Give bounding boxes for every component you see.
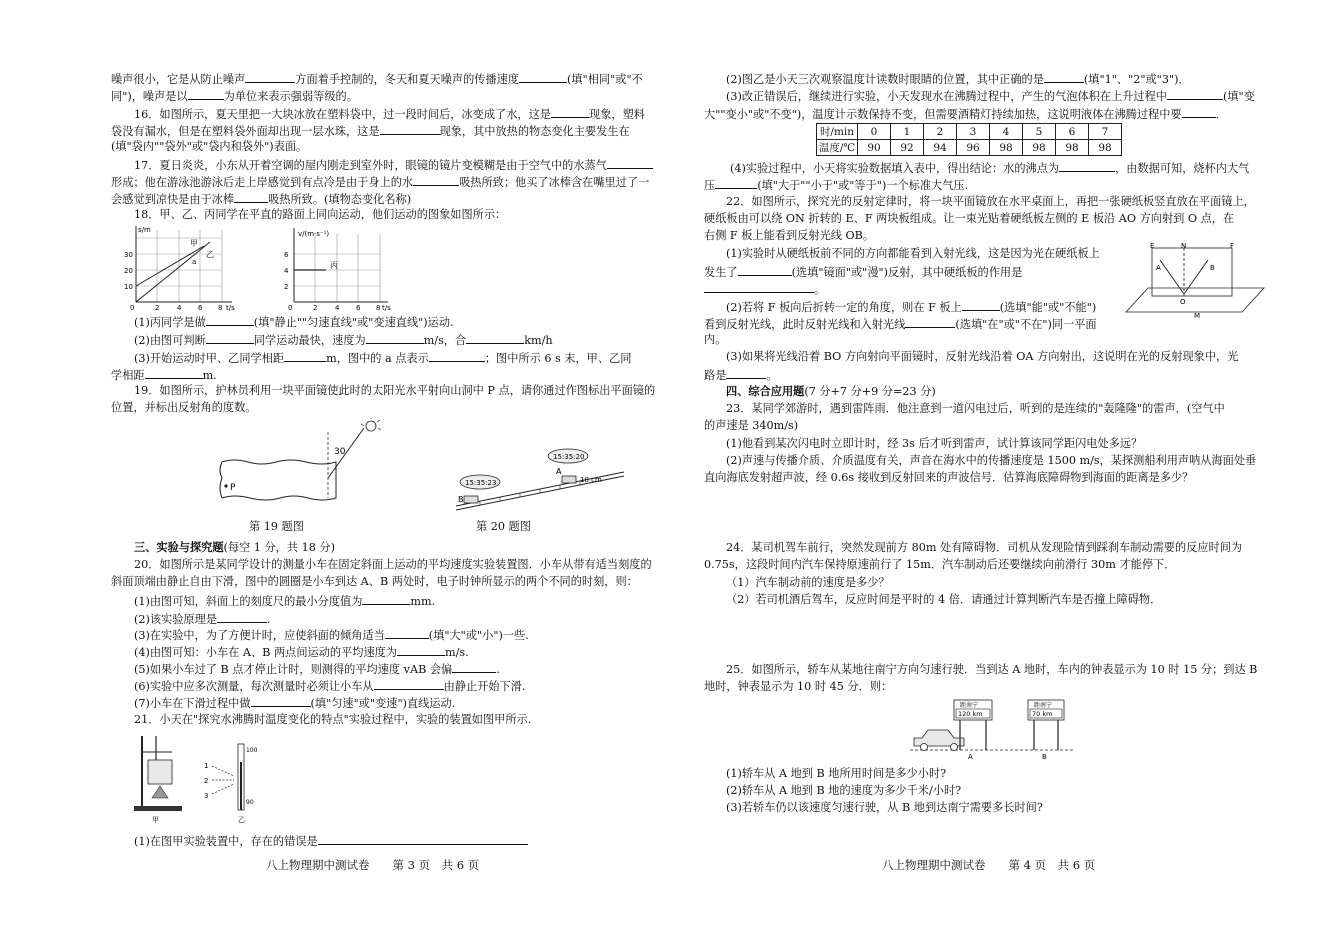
section3-title xyxy=(134,540,335,555)
q21-sub1 xyxy=(134,833,528,849)
origin: 0 xyxy=(288,304,293,312)
q16-line3 xyxy=(111,140,307,154)
ylabel: v/(m·s⁻¹) xyxy=(298,230,330,238)
sign-a-distance: 120 km xyxy=(958,710,983,718)
eye-3: 3 xyxy=(204,792,209,800)
label-jia: 甲 xyxy=(190,239,198,248)
text: (7 分+7 分+9 分=23 分) xyxy=(804,385,936,398)
label-a: A xyxy=(968,753,973,761)
xtick: 6 xyxy=(198,304,203,312)
text: 三、实验与探究题 xyxy=(134,540,224,554)
scale-bottom: 90 xyxy=(246,799,254,806)
xtick: 6 xyxy=(356,304,361,312)
text: 四、综合应用题 xyxy=(726,384,805,398)
q21-sub3 xyxy=(726,88,1255,104)
sign-b-title: 距南宁 xyxy=(1034,702,1053,709)
text: 袋没有漏水，但是在塑料袋外面却出现一层水珠，这是 xyxy=(111,125,380,138)
q20-sub2 xyxy=(134,611,271,627)
answer-blank[interactable] xyxy=(188,88,224,100)
text: 同")，噪声是以 xyxy=(111,90,188,103)
beaker xyxy=(148,760,172,784)
label-m: M xyxy=(1194,312,1201,320)
answer-blank[interactable] xyxy=(1059,160,1115,172)
eye-1: 1 xyxy=(204,762,209,770)
text: (1)由图可知，斜面上的刻度尺的最小分度值为 xyxy=(134,595,363,608)
q23-sub1 xyxy=(726,437,1142,451)
text: 会感觉到凉快是由于冰棒 xyxy=(111,193,235,206)
text: 形成；他在游泳池游泳后走上岸感觉到有点冷是由于身上的水 xyxy=(111,176,414,189)
answer-blank[interactable] xyxy=(738,264,792,276)
text: (2)图乙是小天三次观察温度计读数时眼睛的位置，其中正确的是 xyxy=(726,73,1044,86)
q20-sub1 xyxy=(134,593,435,609)
text: (3)在实验中，为了方便计时，应使斜面的倾角适当 xyxy=(134,629,385,642)
q22-line2 xyxy=(704,212,1234,226)
text: （1）汽车制动前的速度是多少？ xyxy=(726,576,890,589)
text: (3)若轿车仍以该速度匀速行驶，从 B 地到达南宁需要多长时间? xyxy=(726,801,1043,814)
text: 16．如图所示，夏天里把一大块冰放在塑料袋中，过一段时间后，冰变成了水，这是 xyxy=(134,108,551,121)
q21-sub4-cont xyxy=(704,177,968,193)
text: 17．夏日炎炎，小东从开着空调的屋内刚走到室外时，眼镜的镜片变模糊是由于空气中的水蒸气 xyxy=(134,159,607,172)
q18-sub2 xyxy=(134,332,553,348)
ytick: 4 xyxy=(284,267,289,275)
text: (3)如果将光线沿着 BO 方向射向平面镜时，反射光线沿着 OA 方向射出，这说明在光的反射现象中，光 xyxy=(726,350,1239,363)
cell: 98 xyxy=(1089,140,1122,156)
text: 22．如图所示，探究光的反射定律时，将一块平面镜放在水平桌面上，再把一张硬纸板竖直放在平面镜上， xyxy=(726,195,1255,208)
text: (填"相同"或"不 xyxy=(567,73,643,86)
q22-sub3 xyxy=(726,350,1238,364)
answer-blank[interactable] xyxy=(206,314,254,326)
text: (4)实验过程中，小天将实验数据填入表中，得出结论：水的沸点为 xyxy=(730,162,1060,175)
text: 方面着手控制的，冬天和夏天噪声的传播速度 xyxy=(295,73,520,86)
text: (3)开始运动时甲、乙同学相距 xyxy=(134,352,285,365)
scale-unit: 10 cm xyxy=(580,476,602,484)
answer-blank[interactable] xyxy=(551,106,589,118)
text: 大""变小"或"不变")，温度计示数保持不变，但需要酒精灯持续加热，这说明液体在沸腾过程中要 xyxy=(704,108,1182,121)
label-p: P xyxy=(230,483,236,493)
q25-sub3 xyxy=(726,801,1043,815)
q21-line1 xyxy=(134,713,531,727)
q22-line1 xyxy=(726,195,1255,209)
xtick: 8 xyxy=(376,304,381,312)
q20-sub6 xyxy=(134,678,525,694)
sign-a xyxy=(954,700,992,750)
text: 。 xyxy=(766,369,778,382)
q23-line2 xyxy=(704,419,798,433)
q21-sub2 xyxy=(726,71,1190,87)
label-a: A xyxy=(1156,264,1161,272)
text: (每空 1 分，共 18 分) xyxy=(223,541,335,554)
answer-blank[interactable] xyxy=(217,611,267,623)
text: 吸热所致；他买了冰棒含在嘴里过了一 xyxy=(459,176,650,189)
temp-row xyxy=(817,140,1122,156)
text: (填"静止""匀速直线"或"变速直线")运动. xyxy=(253,316,454,329)
text: 同学运动最快，速度为 xyxy=(253,334,366,347)
text: m/s. xyxy=(445,646,469,659)
text: (3)改正错误后，继续进行实验，小天发现水在沸腾过程中，产生的气泡体积在上升过程中 xyxy=(726,90,1167,103)
text: 硬纸板由可以绕 ON 折转的 E、F 两块板组成。让一束光贴着硬纸板左侧的 E 板沿 AO 方向射到 O 点，在 xyxy=(704,212,1235,225)
section4-title xyxy=(726,384,936,399)
answer-blank[interactable] xyxy=(362,593,410,605)
text: 右侧 F 板上能看到反射光线 OB。 xyxy=(704,229,875,242)
q18-sub3-cont xyxy=(111,367,217,383)
label-bing: 丙 xyxy=(330,261,338,270)
angle-label: 30 xyxy=(334,447,346,457)
fig20-incline-figure xyxy=(450,444,630,514)
answer-blank[interactable] xyxy=(145,367,203,379)
answer-blank[interactable] xyxy=(1167,88,1223,100)
text: ，由数据可知，烧杯内大气 xyxy=(1115,162,1250,175)
right-page xyxy=(662,0,1323,936)
text: (选填"在"或"不在")同一平面 xyxy=(955,318,1097,331)
ytick: 30 xyxy=(124,251,133,259)
page-footer: 八上物理期中测试卷 第 4 页 共 6 页 xyxy=(882,858,1096,872)
xtick: 8 xyxy=(218,304,223,312)
text: (1)轿车从 A 地到 B 地所用时间是多少小时? xyxy=(726,767,947,780)
answer-blank[interactable] xyxy=(726,367,766,379)
label-b: B xyxy=(1210,264,1215,272)
cell: 0 xyxy=(858,124,891,140)
answer-blank[interactable] xyxy=(704,281,814,293)
temperature-table xyxy=(816,123,1122,156)
text: (2)若将 F 板向后折转一定的角度，则在 F 板上 xyxy=(726,301,962,314)
cell: 6 xyxy=(1056,124,1089,140)
text: (填"匀速"或"变速")直线运动. xyxy=(310,697,456,710)
fig20-caption: 第 20 题图 xyxy=(476,520,531,533)
text: (填"大于""小于"或"等于")一个标准大气压. xyxy=(757,179,969,192)
cell: 96 xyxy=(957,140,990,156)
q16-line1 xyxy=(134,106,645,122)
text: 24．某司机驾车前行，突然发现前方 80m 处有障碍物．司机从发现险情到踩刹车制动需要的反应时间为 xyxy=(726,541,1243,554)
answer-blank[interactable] xyxy=(413,174,459,186)
incident-ray xyxy=(1160,260,1184,294)
answer-blank[interactable] xyxy=(284,350,326,362)
sign-a-title: 距南宁 xyxy=(960,702,979,709)
text: mm. xyxy=(410,595,436,608)
text: (7)小车在下滑过程中做 xyxy=(134,697,251,710)
q15-line1 xyxy=(111,71,643,87)
alcohol-lamp xyxy=(152,786,168,798)
car-icon xyxy=(914,730,964,751)
answer-blank[interactable] xyxy=(1044,71,1084,83)
cell: 7 xyxy=(1089,124,1122,140)
text: 20．如图所示是某同学设计的测量小车在固定斜面上运动的平均速度实验装置图．小车从带有适当刻度的 xyxy=(134,558,652,571)
q23-sub2 xyxy=(726,454,1256,468)
q16-line2 xyxy=(111,123,630,139)
text: m/s，合 xyxy=(423,334,467,347)
cell: 3 xyxy=(957,124,990,140)
ytick: 10 xyxy=(124,283,133,291)
label-yi: 乙 xyxy=(206,250,214,259)
q25-sub2 xyxy=(726,784,961,798)
answer-blank[interactable] xyxy=(251,695,311,707)
q18-sub1 xyxy=(134,314,454,330)
xlabel: t/s xyxy=(226,304,235,312)
mirror-plane xyxy=(1126,288,1264,312)
text: (填"大"或"小")一些. xyxy=(428,629,529,642)
q22-sub2-cont2 xyxy=(704,333,726,347)
q22-sub1-cont xyxy=(704,264,1022,280)
q22-sub2 xyxy=(726,299,1096,315)
text: 直向海底发射超声波，经 0.6s 接收到反射回来的声波信号．估算海底障碍物到海面的距离是多少？ xyxy=(704,471,1194,484)
fig22-reflection-figure xyxy=(1122,242,1272,322)
text: (2)该实验原理是 xyxy=(134,613,217,626)
text: 学相距 xyxy=(111,369,145,382)
text: 地时，钟表显示为 10 时 45 分．则： xyxy=(704,680,893,693)
text: (1)他看到某次闪电时立即计时，经 3s 后才听到雷声，试计算该同学距闪电处多远？ xyxy=(726,437,1143,450)
text: 现象，塑料 xyxy=(589,108,645,121)
sun-icon xyxy=(361,418,381,431)
point-p xyxy=(224,484,227,487)
car-b xyxy=(464,496,478,503)
text: 21．小天在"探究水沸腾时温度变化的特点"实验过程中，实验的装置如图甲所示. xyxy=(134,713,532,726)
text: 发生了 xyxy=(704,266,738,279)
label-f: F xyxy=(1230,242,1235,250)
q18-st-graph xyxy=(114,224,244,312)
eye-2: 2 xyxy=(204,777,209,785)
cell: 1 xyxy=(891,124,924,140)
text: 现象，其中放热的物态变化主要发生在 xyxy=(439,125,630,138)
line-jia xyxy=(136,242,210,302)
car-a xyxy=(562,476,576,483)
text: 噪声很小，它是从防止噪声 xyxy=(111,73,246,86)
text: 内。 xyxy=(704,333,727,346)
label-jia: 甲 xyxy=(152,816,159,824)
answer-blank[interactable] xyxy=(374,678,444,690)
answer-blank[interactable] xyxy=(318,833,528,845)
time-row xyxy=(817,124,1122,140)
cell: 4 xyxy=(990,124,1023,140)
text: 路是 xyxy=(704,369,727,382)
sign-b-distance: 70 km xyxy=(1032,710,1053,718)
fig19-caption: 第 19 题图 xyxy=(249,520,304,533)
answer-blank[interactable] xyxy=(1182,106,1216,118)
xtick: 2 xyxy=(313,304,318,312)
text: 的声速是 340m/s) xyxy=(704,419,799,432)
line-yi xyxy=(136,246,204,286)
q25-line1 xyxy=(726,663,1257,677)
q17-line2 xyxy=(111,174,649,190)
cell: 98 xyxy=(990,140,1023,156)
text: 压 xyxy=(704,179,716,192)
text: (填"1"、"2"或"3")． xyxy=(1083,73,1190,86)
cell: 94 xyxy=(924,140,957,156)
paper-board xyxy=(1152,248,1232,296)
text: ． xyxy=(1215,108,1227,121)
clock-a-time: 15:35:20 xyxy=(553,453,585,461)
scale-top: 100 xyxy=(246,747,258,754)
answer-blank[interactable] xyxy=(397,644,445,656)
text: 19．如图所示，护林员利用一块平面镜使此时的太阳光水平射向山洞中 P 点，请你通过作图标出平面镜的 xyxy=(134,384,656,397)
label-b: B xyxy=(1042,753,1047,761)
text: (2)由图可判断 xyxy=(134,334,206,347)
answer-blank[interactable] xyxy=(962,299,1000,311)
answer-blank[interactable] xyxy=(905,316,955,328)
q25-sub1 xyxy=(726,767,946,781)
label-e: E xyxy=(1150,242,1155,250)
answer-blank[interactable] xyxy=(452,661,496,673)
text: (6)实验中应多次测量，每次测量时必须让小车从 xyxy=(134,680,374,693)
q15-line2 xyxy=(111,88,358,104)
ytick: 6 xyxy=(284,251,289,259)
q21-sub3-cont xyxy=(704,106,1227,122)
q19-line2 xyxy=(111,401,256,415)
q22-sub1 xyxy=(726,247,1100,261)
text: 23．某同学郊游时，遇到雷阵雨．他注意到一道闪电过后，听到的是连续的"轰隆隆"的雷声．(空气中 xyxy=(726,402,1225,415)
answer-blank[interactable] xyxy=(607,157,653,169)
text: ；图中所示 6 s 末，甲、乙同 xyxy=(484,352,632,365)
text: (选填"镜面"或"漫")反射，其中硬纸板的作用是 xyxy=(791,266,1023,279)
q18-sub3 xyxy=(134,350,631,366)
label-o: O xyxy=(1180,298,1186,306)
q22-sub2-cont xyxy=(704,316,1097,332)
answer-blank[interactable] xyxy=(385,627,429,639)
answer-blank[interactable] xyxy=(234,191,268,203)
xlabel: t/s xyxy=(382,304,391,312)
q20-sub5 xyxy=(134,661,500,677)
q23-sub2-cont xyxy=(704,471,1193,485)
answer-blank[interactable] xyxy=(245,71,295,83)
label-b: B xyxy=(458,495,464,504)
text: 25．如图所示，轿车从某地往南宁方向匀速行驶．当到达 A 地时，车内的钟表显示为 10 时 15 分；到达 B xyxy=(726,663,1258,676)
label-a: A xyxy=(556,467,562,476)
text: 0.75s，这段时间内汽车保持原速前行了 15m．汽车制动后还要继续向前滑行 30m 才能停下． xyxy=(704,558,1176,571)
fig21-boiling-figure xyxy=(128,732,268,824)
q24-sub2 xyxy=(726,593,1161,607)
q24-sub1 xyxy=(726,576,890,590)
text: (选填"能"或"不能") xyxy=(999,301,1097,314)
cell: 98 xyxy=(1056,140,1089,156)
reflected-ray xyxy=(1184,260,1208,294)
text: 。 xyxy=(814,283,826,296)
text: . xyxy=(496,663,500,676)
ytick: 2 xyxy=(284,283,289,291)
stand-base xyxy=(134,806,182,811)
answer-blank[interactable] xyxy=(429,350,485,362)
ylabel: s/m xyxy=(138,226,151,234)
cell: 5 xyxy=(1023,124,1056,140)
answer-blank[interactable] xyxy=(519,71,567,83)
q18-line1 xyxy=(134,208,506,222)
cell: 90 xyxy=(858,140,891,156)
answer-blank[interactable] xyxy=(466,332,524,344)
text: (1)实验时从硬纸板前不同的方向都能看到入射光线，这是因为光在硬纸板上 xyxy=(726,247,1100,260)
label-yi: 乙 xyxy=(238,816,245,824)
q20-sub4 xyxy=(134,644,469,660)
q18-vt-graph xyxy=(276,224,406,312)
text: . xyxy=(266,613,271,626)
text: 18．甲、乙、丙同学在平直的路面上同向运动，他们运动的图象如图所示： xyxy=(134,208,507,221)
text: (4)由图可知：小车在 A、B 两点间运动的平均速度为 xyxy=(134,646,398,659)
q21-sub4 xyxy=(730,160,1249,176)
q20-line2 xyxy=(111,575,638,589)
ytick: 20 xyxy=(124,267,133,275)
text: m. xyxy=(202,369,217,382)
text: 吸热所致。(填物态变化名称) xyxy=(268,193,412,206)
label-n: N xyxy=(1181,242,1187,250)
text: m，图中的 a 点表示 xyxy=(326,352,429,365)
q22-sub3-cont xyxy=(704,367,778,383)
answer-blank[interactable] xyxy=(206,332,254,344)
left-page xyxy=(0,0,661,936)
point-a: a xyxy=(192,258,197,266)
text: (填"变 xyxy=(1222,90,1255,103)
page-footer: 八上物理期中测试卷 第 3 页 共 6 页 xyxy=(266,858,480,872)
text: (2)轿车从 A 地到 B 地的速度为多少千米/小时? xyxy=(726,784,962,797)
text: 由静止开始下滑. xyxy=(443,680,526,693)
answer-blank[interactable] xyxy=(715,177,757,189)
q17-line1 xyxy=(134,157,653,173)
sign-b xyxy=(1028,700,1064,750)
fig19-cave-figure xyxy=(214,418,394,518)
origin: 0 xyxy=(130,304,135,312)
xtick: 4 xyxy=(335,304,340,312)
fig25-road-figure xyxy=(908,696,1078,762)
q24-line1 xyxy=(726,541,1242,555)
text: （2）若司机酒后驾车，反应时间是平时的 4 倍．请通过计算判断汽车是否撞上障碍物． xyxy=(726,593,1162,606)
temp-header: 温度/℃ xyxy=(817,140,858,156)
q20-line1 xyxy=(134,558,652,572)
text: (1)丙同学是做 xyxy=(134,316,206,329)
text: (1)在图甲实验装置中，存在的错误是 xyxy=(134,835,318,848)
time-header: 时/min xyxy=(817,124,858,140)
text: km/h xyxy=(524,334,553,347)
text: 位置，并标出反射角的度数。 xyxy=(111,401,257,414)
q20-sub3 xyxy=(134,627,529,643)
q17-line3 xyxy=(111,191,411,207)
q20-sub7 xyxy=(134,695,455,711)
text: 为单位来表示强弱等级的。 xyxy=(223,90,358,103)
q19-line1 xyxy=(134,384,655,398)
text: (2)声速与传播介质、介质温度有关，声音在海水中的传播速度是 1500 m/s，某探测船利用声呐从海面处垂 xyxy=(726,454,1257,467)
text: 斜面顶端由静止自由下滑，图中的圆圈是小车到达 A、B 两处时，电子时钟所显示的两个不同的时刻，则： xyxy=(111,575,638,588)
cell: 92 xyxy=(891,140,924,156)
text: (5)如果小车过了 B 点才停止计时，则测得的平均速度 vAB 会偏 xyxy=(134,663,453,676)
q24-line2 xyxy=(704,558,1175,572)
clock-b-time: 15:35:23 xyxy=(465,479,497,487)
text: (填"袋内""袋外"或"袋内和袋外")表面。 xyxy=(111,140,308,153)
xtick: 2 xyxy=(155,304,160,312)
q25-line2 xyxy=(704,680,892,694)
cell: 98 xyxy=(1023,140,1056,156)
answer-blank[interactable] xyxy=(366,332,424,344)
q22-line3 xyxy=(704,229,874,243)
answer-blank[interactable] xyxy=(380,123,440,135)
xtick: 4 xyxy=(177,304,182,312)
q22-sub1-cont2 xyxy=(704,281,825,297)
q23-line1 xyxy=(726,402,1225,416)
text: 看到反射光线，此时反射光线和入射光线 xyxy=(704,318,906,331)
cell: 2 xyxy=(924,124,957,140)
